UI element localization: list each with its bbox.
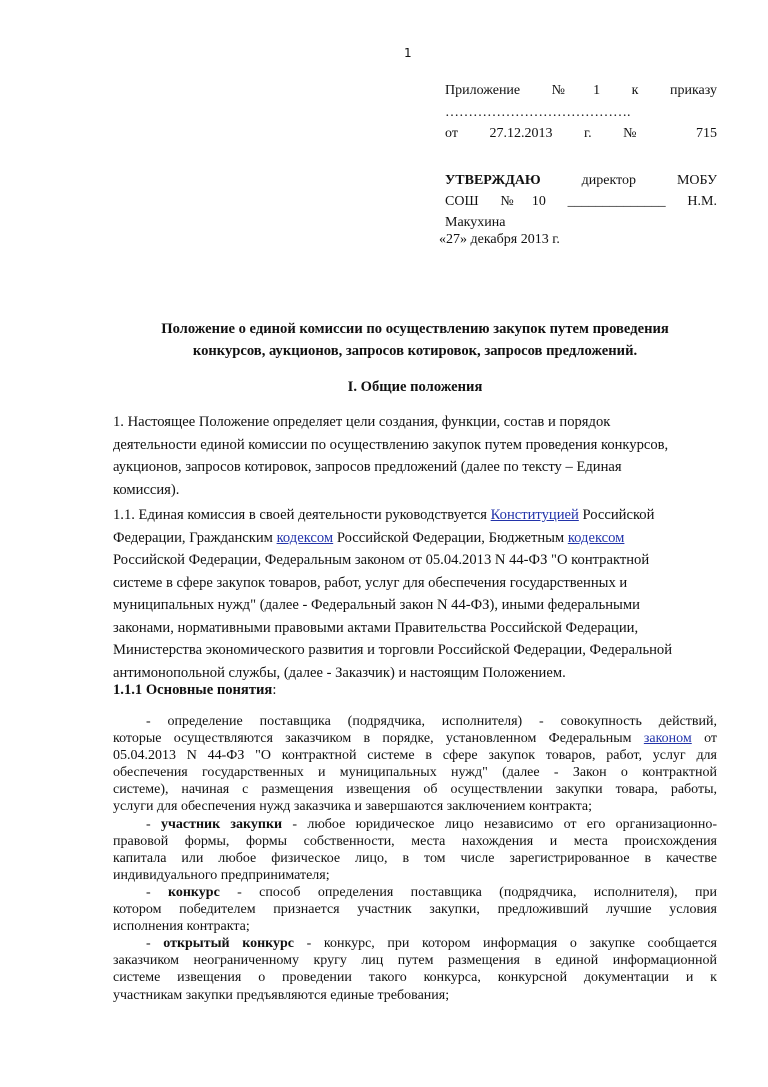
text-line — [113, 935, 717, 952]
text-segment: 1. Настоящее Положение определяет цели создания, функции, состав и порядок — [113, 414, 611, 430]
text-line — [113, 987, 717, 1004]
text-segment: законами, нормативными правовыми актами Правительства Российской Федерации, — [113, 619, 639, 636]
section-heading: I. Общие положения — [347, 379, 483, 395]
paragraph-1-1 — [113, 504, 723, 684]
text-line — [113, 479, 723, 502]
text-line — [113, 713, 717, 730]
text-line — [445, 80, 717, 102]
definitions-list — [113, 713, 717, 1004]
text-segment: Положение о единой комиссии по осуществлению закупок путем проведения — [161, 321, 669, 337]
paragraph-1 — [113, 411, 723, 501]
text-segment: антимонопольной службы, (далее - Заказчик) и настоящим Положением. — [113, 664, 566, 681]
text-segment: : — [272, 682, 277, 698]
text-line — [113, 952, 717, 969]
text-line — [113, 781, 717, 798]
text-line — [113, 884, 717, 901]
text-segment: исполнения контракта; — [113, 919, 250, 935]
text-line — [113, 833, 717, 850]
text-segment: аукционов, запросов котировок, запросов предложений (далее по тексту – Единая — [113, 459, 622, 475]
text-line — [113, 901, 717, 918]
text-line — [445, 123, 717, 145]
bold-term: открытый конкурс — [163, 936, 295, 952]
bold-term: УТВЕРЖДАЮ — [445, 173, 541, 188]
text-line — [113, 549, 723, 572]
subheading-basic-concepts — [113, 679, 276, 701]
text-segment: Макухина — [445, 215, 506, 230]
text-line — [445, 102, 717, 124]
text-line — [113, 850, 717, 867]
text-segment: правовой формы, формы собственности, места нахождения и места происхождения — [113, 833, 717, 849]
text-segment: услуги для обеспечения нужд заказчика и завершаются заключением контракта; — [113, 799, 593, 815]
text-segment: от 27.12.2013 г. № 715 — [445, 126, 717, 141]
text-segment: системе), начиная с размещения извещения об осуществлении закупки товара, работы, — [113, 782, 717, 798]
text-segment: директор МОБУ — [540, 173, 717, 188]
bold-term: 1.1.1 Основные понятия — [113, 682, 273, 698]
text-line — [113, 730, 717, 747]
appendix-reference — [445, 80, 717, 145]
text-segment: деятельности единой комиссии по осуществлению закупок путем проведения конкурсов, — [113, 436, 669, 453]
text-line — [113, 340, 717, 362]
text-segment: 1.1. Единая комиссия в своей деятельности руководствуется — [113, 507, 491, 523]
page-number: 1 — [404, 46, 412, 60]
text-segment: - — [146, 816, 161, 832]
text-line — [113, 747, 717, 764]
text-segment: индивидуального предпринимателя; — [113, 867, 330, 883]
legal-reference-link[interactable]: кодексом — [567, 529, 625, 546]
definition-item — [113, 713, 717, 816]
text-line — [113, 434, 723, 457]
approval-block — [445, 170, 717, 233]
text-segment: заказчиком неограниченному кругу лиц путем размещения в единой информационной — [113, 953, 717, 969]
document-title — [113, 318, 717, 362]
text-segment: …………………………………. — [445, 104, 634, 120]
text-segment: котором победителем признается участник закупки, предложивший лучшие условия — [113, 902, 717, 918]
text-line — [113, 679, 276, 701]
text-segment: 05.04.2013 N 44-ФЗ "О контрактной системе в сфере закупок товаров, работ, услуг для — [113, 748, 717, 764]
definition-item — [113, 884, 717, 935]
text-segment: комиссия). — [113, 481, 180, 498]
text-segment: Российской Федерации, Федеральным законом от 05.04.2013 N 44-ФЗ "О контрактной — [113, 552, 650, 568]
bold-term: участник закупки — [160, 816, 283, 832]
text-line — [113, 572, 723, 595]
text-line — [113, 816, 717, 833]
legal-reference-link[interactable]: Конституцией — [490, 507, 579, 523]
text-segment: Министерства экономического развития и торговли Российской Федерации, Федеральной — [113, 642, 673, 658]
text-segment: Федерации, Гражданским — [113, 529, 277, 546]
text-segment: системе извещения о проведении такого конкурса, конкурсной документации и к — [113, 970, 717, 986]
text-line — [113, 527, 723, 550]
text-segment: - любое юридическое лицо независимо от его организационно- — [282, 816, 717, 832]
text-line — [113, 639, 723, 662]
text-segment: - определение поставщика (подрядчика, исполнителя) - совокупность действий, — [146, 714, 717, 729]
text-line — [113, 867, 717, 884]
text-segment: муниципальных нужд" (далее - Федеральный закон N 44-ФЗ), иными федеральными — [113, 597, 640, 613]
text-segment: Российской Федерации, Бюджетным — [333, 529, 568, 546]
definition-item — [113, 816, 717, 884]
text-segment: - конкурс, при котором информация о закупке сообщается — [294, 936, 717, 952]
text-segment: конкурсов, аукционов, запросов котировок, запросов предложений. — [192, 343, 638, 359]
text-segment: - способ определения поставщика (подрядчика, исполнителя), при — [219, 884, 717, 900]
text-line — [113, 594, 723, 617]
text-segment: которые осуществляются заказчиком в порядке, установленном Федеральным — [113, 731, 644, 747]
text-line — [113, 764, 717, 781]
text-line — [113, 411, 723, 434]
text-line — [113, 617, 723, 640]
text-line — [113, 918, 717, 935]
text-segment: Приложение №1 к приказу — [445, 83, 717, 98]
text-segment: Российской — [578, 507, 655, 523]
text-line — [113, 456, 723, 479]
text-segment: системе в сфере закупок товаров, работ, услуг для обеспечения государственных и — [113, 574, 628, 591]
text-segment: участникам закупки предъявляются единые требования; — [113, 987, 450, 1003]
bold-term: конкурс — [167, 884, 220, 900]
legal-reference-link[interactable]: законом — [643, 731, 692, 747]
text-line — [113, 798, 717, 815]
definition-item — [113, 935, 717, 1003]
text-segment: от — [691, 731, 717, 747]
approval-date: «27» декабря 2013 г. — [439, 232, 560, 247]
text-line — [113, 504, 723, 527]
text-line — [445, 191, 717, 212]
text-line — [445, 170, 717, 191]
legal-reference-link[interactable]: кодексом — [276, 529, 334, 546]
text-line — [113, 318, 717, 340]
text-line — [113, 969, 717, 986]
text-segment: - — [146, 936, 164, 952]
text-segment: обеспечения государственных и муниципальных нужд" (далее - Закон о контрактной — [113, 765, 717, 781]
text-segment: СОШ №10 ______________ Н.М. — [445, 194, 717, 209]
text-segment: - — [146, 884, 168, 900]
text-segment: капитала или любое физическое лицо, в том числе зарегистрированное в качестве — [113, 850, 717, 866]
